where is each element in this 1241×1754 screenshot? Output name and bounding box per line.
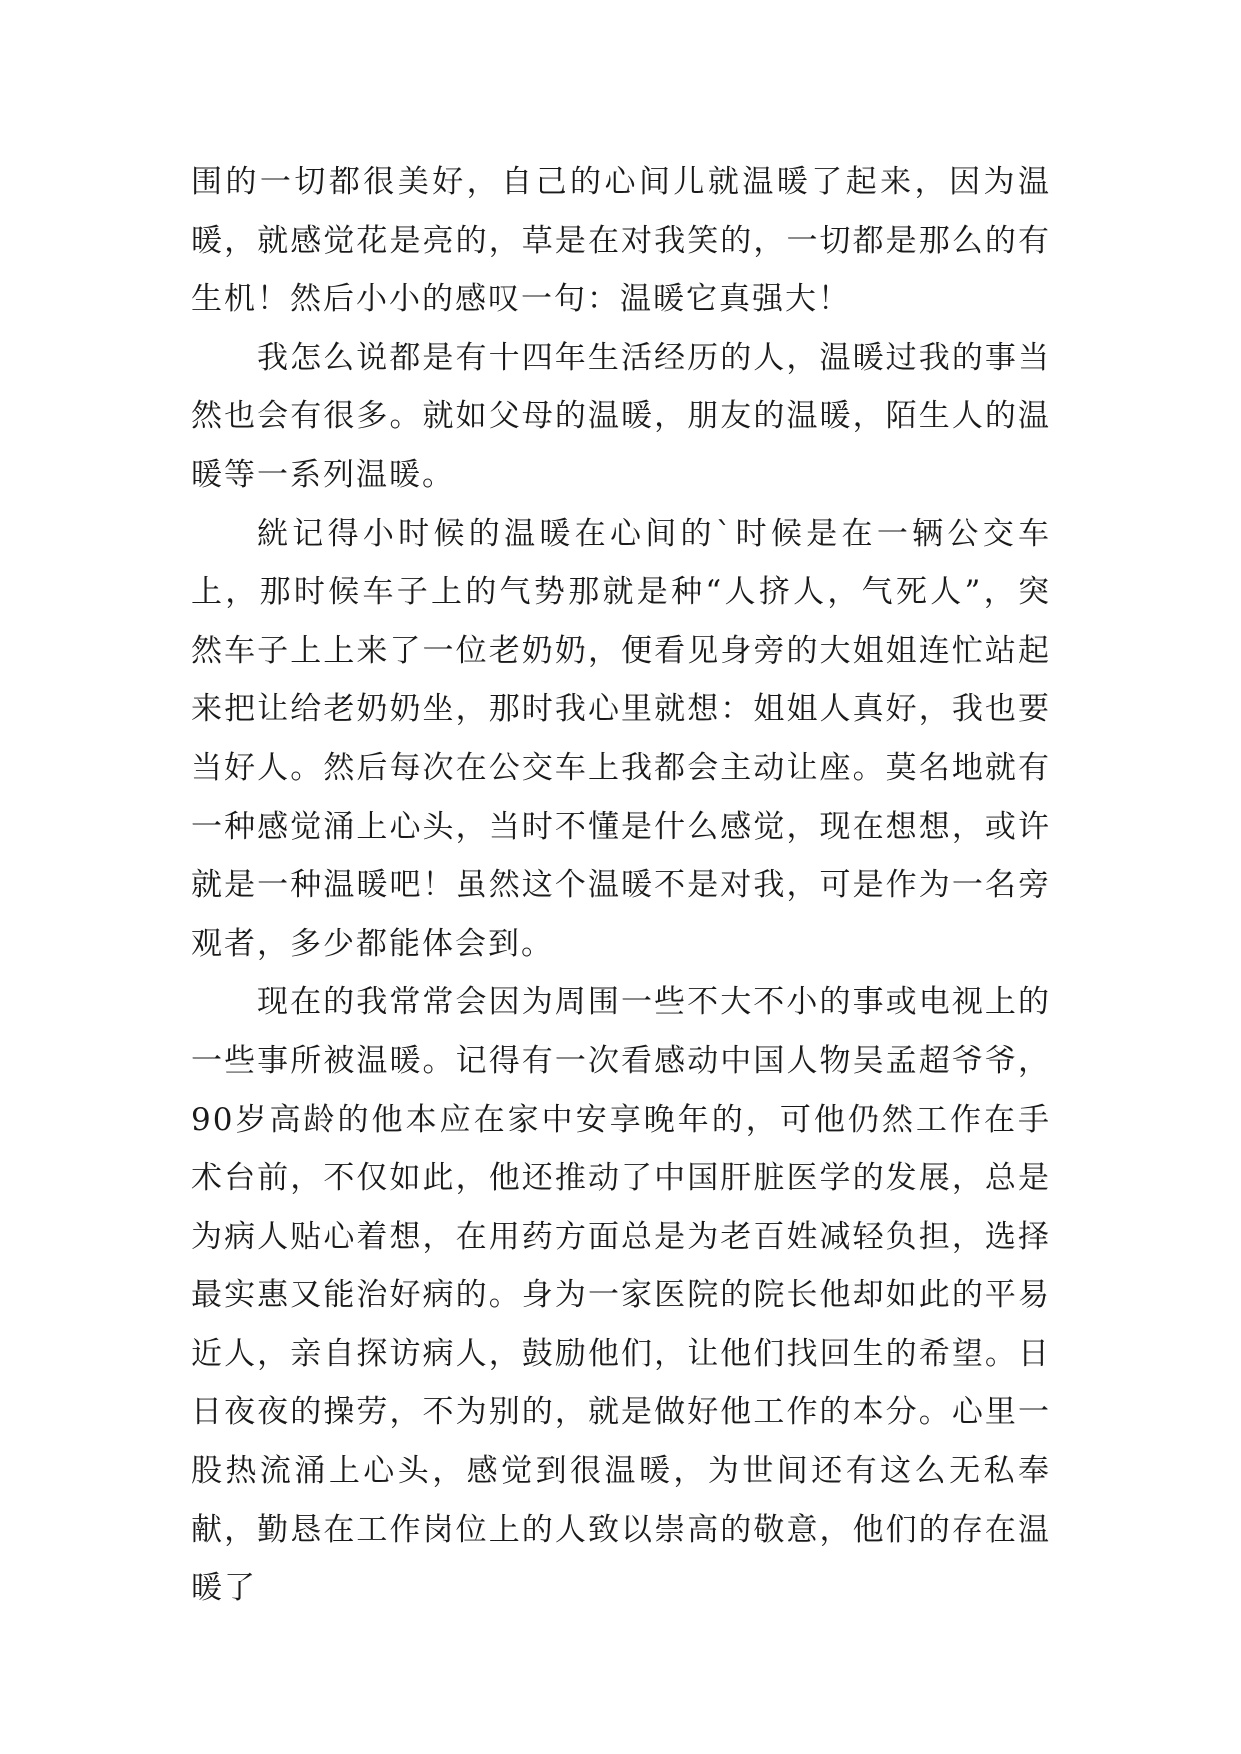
paragraph-4: 现在的我常常会因为周围一些不大不小的事或电视上的一些事所被温暖。记得有一次看感动中国人物吴孟超爷爷，90岁高龄的他本应在家中安享晚年的，可他仍然工作在手术台前，不仅如此，他还推动了中国肝脏医学的发展，总是为病人贴心着想，在用药方面总是为老百姓减轻负担，选择最实惠又能治好病的。身为一家医院的院长他却如此的平易近人，亲自探访病人，鼓励他们，让他们找回生的希望。日日夜夜的操劳，不为别的，就是做好他工作的本分。心里一股热流涌上心头，感觉到很温暖，为世间还有这么无私奉献，勤恳在工作岗位上的人致以崇高的敬意，他们的存在温暖了 [191, 984, 1051, 1607]
paragraph-1: 围的一切都很美好，自己的心间儿就温暖了起来，因为温暖，就感觉花是亮的，草是在对我笑的，一切都是那么的有生机！然后小小的感叹一句：温暖它真强大！ [191, 164, 1051, 318]
body-text [191, 153, 1051, 1618]
paragraph-3: 絖记得小时候的温暖在心间的`时候是在一辆公交车上，那时候车子上的气势那就是种“人挤人，气死人”，突然车子上上来了一位老奶奶，便看见身旁的大姐姐连忙站起来把让给老奶奶坐，那时我心里就想：姐姐人真好，我也要当好人。然后每次在公交车上我都会主动让座。莫名地就有一种感觉涌上心头，当时不懂是什么感觉，现在想想，或许就是一种温暖吧！虽然这个温暖不是对我，可是作为一名旁观者，多少都能体会到。 [191, 515, 1051, 962]
paragraph-2: 我怎么说都是有十四年生活经历的人，温暖过我的事当然也会有很多。就如父母的温暖，朋友的温暖，陌生人的温暖等一系列温暖。 [191, 339, 1051, 493]
